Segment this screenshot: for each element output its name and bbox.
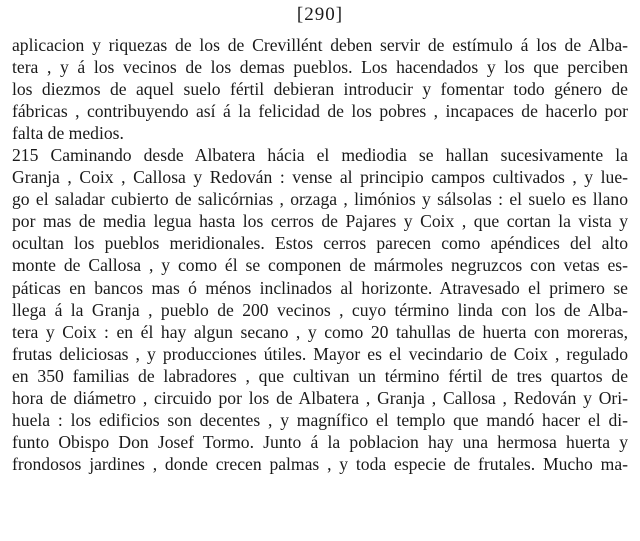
- text-line: llega á la Granja , pueblo de 200 vecinos , cuyo término linda con los de Alba-: [12, 299, 628, 320]
- text-line: falta de medios.: [12, 123, 124, 144]
- text-line: huela : los edificios son decentes , y magnífico el templo que mandó hacer el di-: [12, 409, 628, 430]
- text-line: monte de Callosa , y como él se componen de mármoles negruzcos con vetas es-: [12, 255, 628, 276]
- text-line: tera y Coix : en él hay algun secano , y como 20 tahullas de huerta con moreras,: [12, 321, 628, 342]
- text-line: funto Obispo Don Josef Tormo. Junto á la poblacion hay una hermosa huerta y: [12, 431, 628, 452]
- text-line: frondosos jardines , donde crecen palmas , y toda especie de frutales. Mucho ma-: [12, 453, 628, 474]
- page-number: [290]: [296, 4, 344, 25]
- text-line: Granja , Coix , Callosa y Redován : vense al principio campos cultivados , y lue-: [12, 167, 628, 188]
- text-line: tera , y á los vecinos de los demas pueblos. Los hacendados y los que perciben: [12, 57, 628, 78]
- text-line: los diezmos de aquel suelo fértil debieran introducir y fomentar todo género de: [12, 79, 628, 100]
- text-line: fábricas , contribuyendo así á la felicidad de los pobres , incapaces de hacerlo por: [12, 101, 628, 122]
- text-line: 215 Caminando desde Albatera hácia el mediodia se hallan sucesivamente la: [12, 145, 628, 166]
- text-line: en 350 familias de labradores , que cultivan un término fértil de tres quartos de: [12, 365, 628, 386]
- text-line: go el saladar cubierto de salicórnias , orzaga , limónios y sálsolas : el suelo es llano: [12, 189, 628, 210]
- text-line: hora de diámetro , circuido por los de Albatera , Granja , Callosa , Redován y Ori-: [12, 387, 628, 408]
- text-line: páticas en bancos mas ó ménos inclinados al horizonte. Atravesado el primero se: [12, 277, 628, 298]
- body-text: [12, 34, 628, 475]
- text-line: frutas deliciosas , y producciones útiles. Mayor es el vecindario de Coix , regulado: [12, 343, 628, 364]
- text-line: aplicacion y riquezas de los de Crevillént deben servir de estímulo á los de Alba-: [12, 35, 628, 55]
- text-line: ocultan los pueblos meridionales. Estos cerros parecen como apéndices del alto: [12, 233, 628, 254]
- text-line: por mas de media legua hasta los cerros de Pajares y Coix , que cortan la vista y: [12, 211, 628, 232]
